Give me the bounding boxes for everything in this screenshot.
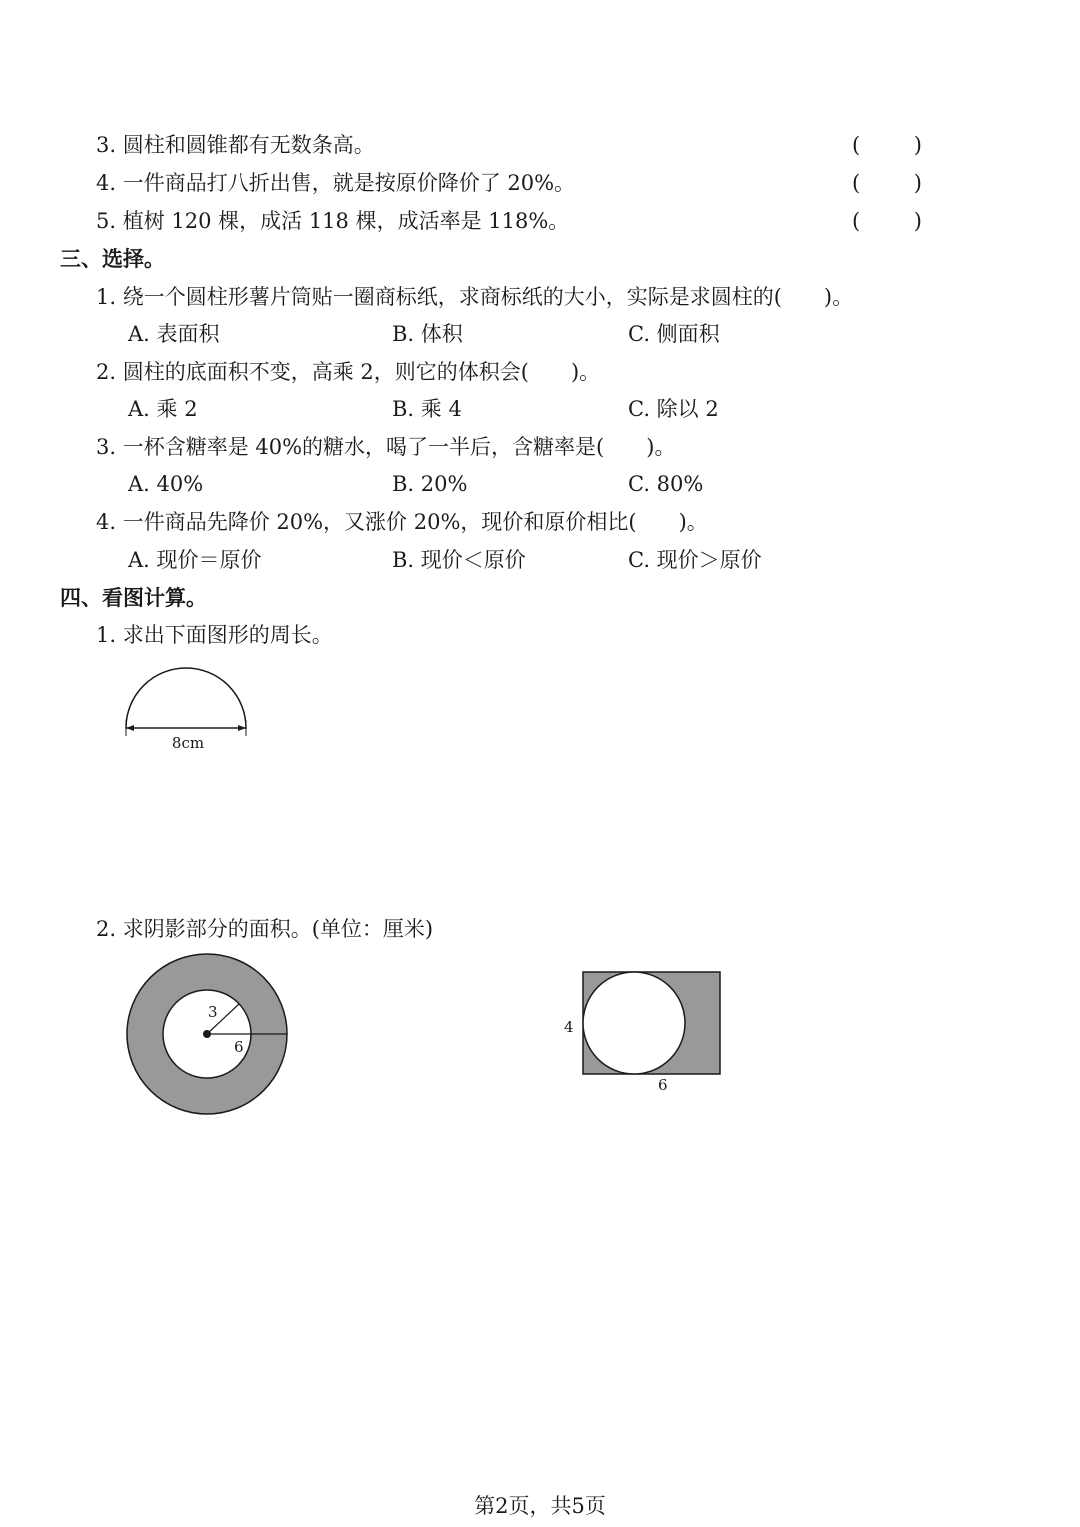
choice-question-3: 3. 一杯含糖率是 40%的糖水，喝了一半后，含糖率是( )。 — [96, 435, 676, 459]
choice-question-1: 1. 绕一个圆柱形薯片筒贴一圈商标纸，求商标纸的大小，实际是求圆柱的( )。 — [96, 285, 854, 309]
choice-1-option-b[interactable]: B. 体积 — [392, 322, 463, 346]
inner-radius-label: 3 — [208, 1003, 218, 1021]
outer-radius-label: 6 — [234, 1038, 244, 1056]
choice-2-option-a[interactable]: A. 乘 2 — [128, 397, 198, 421]
choice-question-4: 4. 一件商品先降价 20%，又涨价 20%，现价和原价相比( )。 — [96, 510, 708, 534]
ring-figure — [120, 948, 300, 1128]
choice-1-option-c[interactable]: C. 侧面积 — [628, 322, 720, 346]
choice-1-option-a[interactable]: A. 表面积 — [128, 322, 220, 346]
arrow-head-right — [238, 725, 246, 731]
section-heading-choice: 三、选择。 — [60, 247, 165, 271]
choice-4-option-a[interactable]: A. 现价＝原价 — [128, 548, 262, 572]
choice-question-2: 2. 圆柱的底面积不变，高乘 2，则它的体积会( )。 — [96, 360, 601, 384]
arrow-head-left — [126, 725, 134, 731]
choice-4-option-c[interactable]: C. 现价＞原价 — [628, 548, 762, 572]
section-heading-calc: 四、看图计算。 — [60, 586, 207, 610]
paren-close: ) — [913, 209, 922, 233]
rect-width-label: 6 — [658, 1076, 668, 1094]
semicircle-figure — [120, 660, 250, 760]
calc-question-1: 1. 求出下面图形的周长。 — [96, 623, 333, 647]
paren-open: ( — [852, 133, 861, 157]
judge-item-3: 3. 圆柱和圆锥都有无数条高。 — [96, 133, 375, 157]
paren-open: ( — [852, 209, 861, 233]
paren-close: ) — [913, 171, 922, 195]
paren-close: ) — [913, 133, 922, 157]
judge-item-4: 4. 一件商品打八折出售，就是按原价降价了 20%。 — [96, 171, 576, 195]
rect-height-label: 4 — [564, 1018, 574, 1036]
choice-4-option-b[interactable]: B. 现价＜原价 — [392, 548, 526, 572]
choice-3-option-a[interactable]: A. 40% — [128, 472, 204, 496]
paren-open: ( — [852, 171, 861, 195]
choice-2-option-b[interactable]: B. 乘 4 — [392, 397, 462, 421]
choice-3-option-b[interactable]: B. 20% — [392, 472, 468, 496]
page-footer: 第2页，共5页 — [474, 1494, 606, 1518]
choice-2-option-c[interactable]: C. 除以 2 — [628, 397, 719, 421]
calc-question-2: 2. 求阴影部分的面积。(单位：厘米) — [96, 917, 434, 941]
white-circle — [583, 972, 685, 1074]
rect-circle-figure — [560, 968, 740, 1108]
diameter-label: 8cm — [171, 734, 205, 752]
semicircle-arc — [126, 668, 246, 728]
judge-item-5: 5. 植树 120 棵，成活 118 棵，成活率是 118%。 — [96, 209, 570, 233]
choice-3-option-c[interactable]: C. 80% — [628, 472, 704, 496]
center-dot — [203, 1030, 211, 1038]
